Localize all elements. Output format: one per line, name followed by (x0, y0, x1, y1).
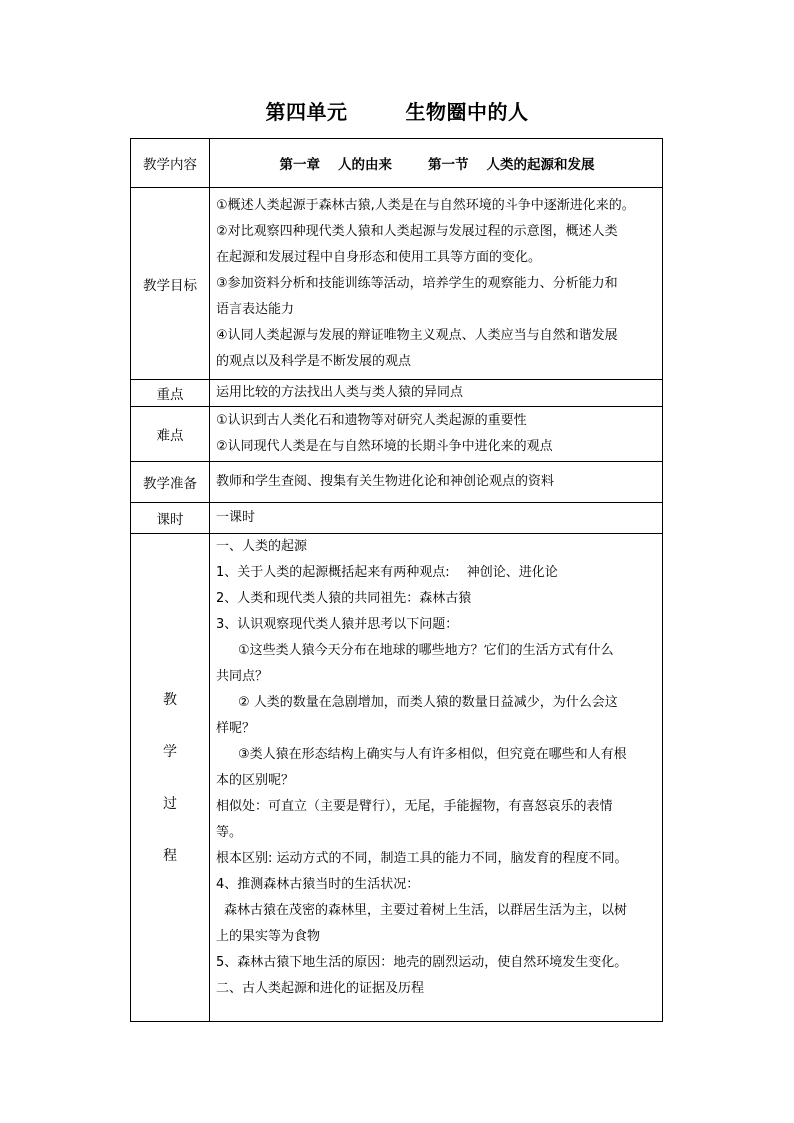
process-line: 3、认识观察现代类人猿并思考以下问题： (216, 617, 459, 632)
goal-line: ②对比观察四种现代类人猿和人类起源与发展过程的示意图，概述人类 (216, 223, 618, 239)
section-name: 人类的起源和发展 (486, 157, 595, 173)
goal-line: 在起源和发展过程中自身形态和使用工具等方面的变化。 (216, 249, 542, 265)
key-point-content (210, 380, 663, 407)
process-line: ③类人猿在形态结构上确实与人有许多相似，但究竟在哪些和人有根 (238, 747, 627, 762)
process-line: 二、古人类起源和进化的证据及历程 (216, 981, 425, 996)
process-line: 5、森林古猿下地生活的原因：地壳的剧烈运动，使自然环境发生变化。 (216, 955, 628, 970)
lesson-heading (210, 139, 663, 188)
process-line: 1、关于人类的起源概括起来有两种观点: 神创论、进化论 (216, 565, 558, 580)
key-point-text: 运用比较的方法找出人类与类人猿的异同点 (216, 385, 464, 400)
process-label-char: 学 (163, 743, 177, 760)
process-content (210, 534, 663, 1022)
process-label-char: 程 (163, 847, 177, 864)
goal-line: ④认同人类起源与发展的辩证唯物主义观点、人类应当与自然和谐发展 (216, 327, 618, 343)
process-line: 4、推测森林古猿当时的生活状况： (216, 877, 420, 892)
goal-line: 语言表达能力 (216, 301, 295, 317)
process-line: 等。 (216, 825, 243, 840)
goal-line: ①概述人类起源于森林古猿,人类是在与自然环境的斗争中逐渐进化来的。 (216, 197, 635, 213)
process-line: 2、人类和现代类人猿的共同祖先：森林古猿 (216, 591, 472, 606)
label-teaching-goals: 教学目标 (131, 188, 210, 380)
process-line: ② 人类的数量在急剧增加，而类人猿的数量日益减少，为什么会这 (238, 695, 618, 710)
preparation-text: 教师和学生查阅、搜集有关生物进化论和神创论观点的资料 (216, 474, 555, 489)
goal-line: 的观点以及科学是不断发展的观点 (216, 353, 412, 369)
lesson-plan-table (130, 138, 663, 1022)
label-teaching-process (131, 534, 210, 1022)
unit-name: 生物圈中的人 (405, 100, 529, 124)
process-line: 一、人类的起源 (216, 539, 308, 554)
process-label-char: 教 (163, 691, 177, 708)
process-line: 相似处：可直立（主要是臂行），无尾，手能握物，有喜怒哀乐的表情 (216, 799, 613, 814)
label-class-hours: 课时 (131, 503, 210, 534)
label-difficult-point: 难点 (131, 407, 210, 462)
table-row-content (131, 139, 663, 188)
page-title (0, 96, 794, 125)
preparation-content (210, 462, 663, 503)
process-line: 本的区别呢？ (216, 773, 295, 788)
table-row-process (131, 534, 663, 1022)
process-line: 共同点？ (216, 669, 269, 684)
label-key-point: 重点 (131, 380, 210, 407)
process-line: 上的果实等为食物 (216, 929, 321, 944)
process-line: ①这些类人猿今天分布在地球的哪些地方？它们的生活方式有什么 (238, 643, 614, 658)
difficult-line: ②认同现代人类是在与自然环境的长期斗争中进化来的观点 (216, 439, 553, 454)
unit-title: 第四单元 (265, 100, 348, 124)
difficult-line: ①认识到古人类化石和遗物等对研究人类起源的重要性 (216, 413, 527, 428)
process-line: 根本区别: 运动方式的不同，制造工具的能力不同，脑发育的程度不同。 (216, 851, 628, 866)
goal-line: ③参加资料分析和技能训练等活动，培养学生的观察能力、分析能力和 (216, 275, 618, 291)
section-number: 第一节 (428, 157, 469, 173)
label-preparation: 教学准备 (131, 462, 210, 503)
process-line: 样呢？ (216, 721, 256, 736)
class-hours-text: 一课时 (216, 510, 256, 525)
table-row-preparation (131, 462, 663, 503)
chapter-number: 第一章 (279, 157, 320, 173)
table-row-hours (131, 503, 663, 534)
difficult-point-content (210, 407, 663, 462)
label-teaching-content: 教学内容 (131, 139, 210, 188)
table-row-key-point (131, 380, 663, 407)
chapter-name: 人的由来 (338, 157, 392, 173)
class-hours-content (210, 503, 663, 534)
table-row-goals (131, 188, 663, 380)
process-label-char: 过 (163, 795, 177, 812)
table-row-difficult-point (131, 407, 663, 462)
goals-content (210, 188, 663, 380)
process-line: 森林古猿在茂密的森林里，主要过着树上生活，以群居生活为主，以树 (224, 903, 628, 918)
